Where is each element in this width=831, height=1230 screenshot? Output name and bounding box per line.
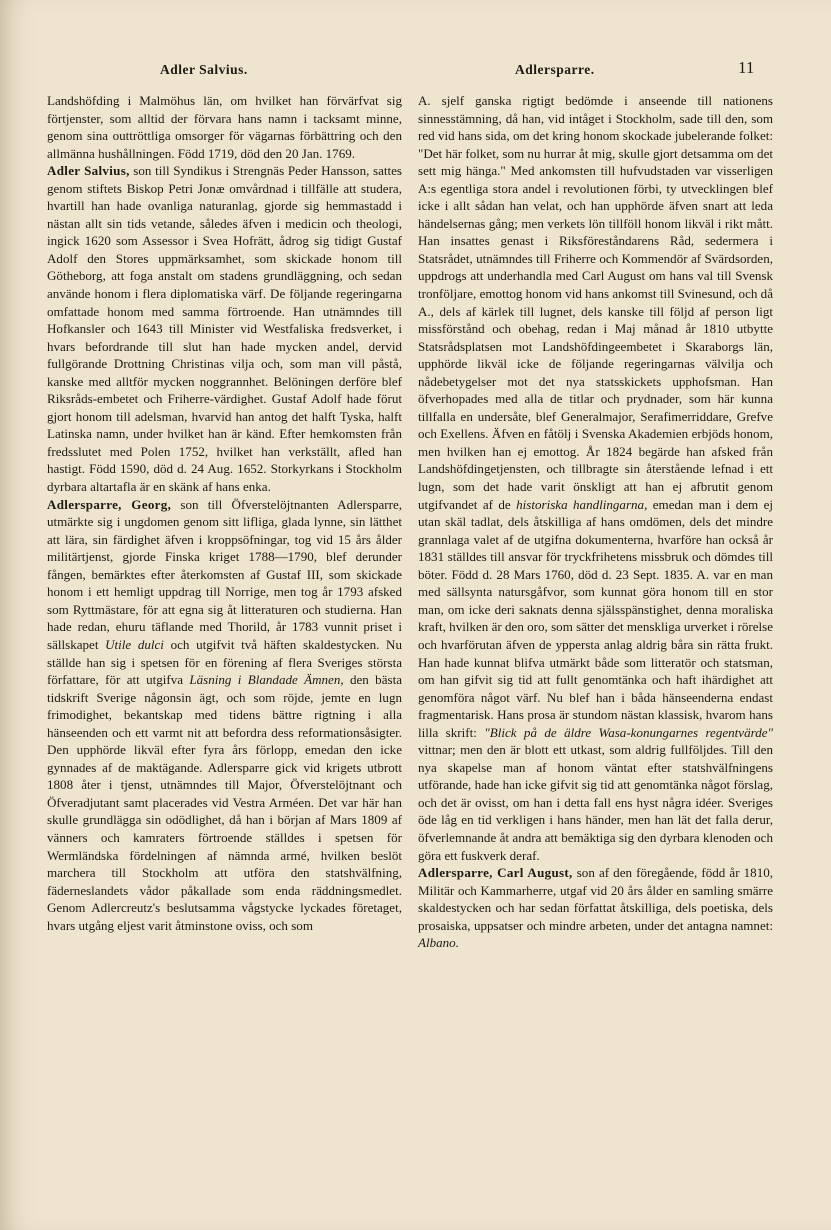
entry-italic-title: "Blick på de äldre Wasa-konungarnes regentvärde" [484,724,773,740]
entry-adler-salvius [47,162,402,495]
entry-italic-title: historiska handlingarna [516,496,645,512]
entry-continuation [47,92,402,162]
entry-text: , emedan man i dem ej utan skäl tadlat, dels åtskilliga af hans omdömen, dels det mindre grannlaga valet af de utgifna dokumenterna, hvarföre han också år 1831 ställdes till ansvar för tryckfrihetens missbruk och dömdes till böter. Född d. 28 Mars 1760, död d. 23 Sept. 1835. A. var en man med sällsynta natursgåfvor, som kunnat göra honom till en stor man, om icke deri saknats denna själsspänstighet, denna moraliska kraft, hvilken är den oro, som sätter det menskliga urverket i rörelse och hvarförutan äfven de yppersta anlag aldrig båra sin rätta frukt. Han hade kunnat blifva utmärkt både som litteratör och statsman, om han gifvit sig tid att fullt genomtänka och haft ihärdighet att genomföra något värf. Nu blef han i båda hänseenderna endast fragmentarisk. Hans prosa är stundom nästan klassisk, hvarom hans lilla skrift: [418,496,773,740]
left-column [47,92,402,934]
right-column [418,92,773,952]
running-header [0,58,831,86]
entry-headword: Adlersparre, Carl August, [418,865,573,881]
entry-continuation [418,92,773,864]
header-left-title: Adler Salvius. [160,62,248,77]
page-number: 11 [738,58,755,77]
entry-italic-title: Albano. [418,935,459,951]
entry-text: Landshöfding i Malmöhus län, om hvilket han förvärfvat sig förtjenster, som alltid der förvara hans namn i tacksamt minne, genom sina outtröttliga omsorger för vägarnas förbättring och den allmänna hushållningen. Född 1719, död den 20 Jan. 1769. [47,93,402,161]
entry-text: son till Syndikus i Strengnäs Peder Hansson, sattes genom stiftets Biskop Petri Jonæ omvårdnad i tillfälle att studera, hvartill han hade ovanliga naturanlag, gjorde sig hemmastadd i nästan allt sin tids vetande, således äfven i medicin och theologi, ingick 1620 som Assessor i Svea Hofrätt, ådrog sig tidigt Gustaf Adolf den Stores uppmärksamhet, som skickade honom till Götheborg, att foga anstalt om stadens grundläggning, och sedan använde honom i flera diplomatiska värf. De följande regeringarna omfattade honom med samma förtroende. Han utnämndes till Hofkansler och 1643 till Minister vid Westfaliska fredsverket, i hvars befordrande till slut han hade mycken andel, dervid fullgörande Drottning Christinas vilja och, som man vill påstå, kanske med alltför mycken noggrannhet. Belöningen derföre blef Riksråds-embetet och Friherre-värdighet. Gustaf Adolf hade förut gjort honom till adelsman, hvarvid han antog det halft Tyska, halft Latinska namn, under hvilket han är känd. Efter hemkomsten från fredsslutet med Polen 1752, hvilket han verkställt, afled han hastigt. Född 1590, död d. 24 Aug. 1652. Storkyrkans i Stockholm dyrbara altartafla är en skänk af hans enka. [47,163,403,495]
entry-text: son till Öfverstelöjtnanten Adlersparre, utmärkte sig i ungdomen genom sitt lifliga, glada lynne, sin lätthet att lära, sin färdighet äfven i kroppsöfningar, tog vid 15 års ålder militärtjenst, gjorde Finska kriget 1788—1790, blef derunder fången, bemärktes efter återkomsten af Gustaf III, som skickade honom i ett hemligt uppdrag till Norrige, men tog år 1793 afsked som Ryttmästare, för att egna sig åt litteraturen och studierna. Han hade redan, ehuru täflande med Thorild, år 1783 vunnit priset i sällskapet [47,496,402,652]
entry-italic-title: Utile dulci [105,636,164,652]
entry-adlersparre-carl-august [418,864,773,952]
entry-headword: Adler Salvius, [47,163,130,179]
header-right-title: Adlersparre. [515,62,595,77]
entry-text: och utgifvit två häften skaldestycken. Nu ställde han sig i spetsen för en förening af flera Sveriges största författare, för att utgifva [47,636,402,688]
entry-headword: Adlersparre, Georg, [47,496,172,512]
entry-text: son af den föregående, född år 1810, Militär och Kammarherre, utgaf vid 20 års ålder en samling smärre skaldestycken och har sedan författat åtskilliga, dels poetiska, dels prosaiska, uppsatser och mindre arbeten, under det antagna namnet: [418,865,774,933]
entry-text: vittnar; men den är blott ett utkast, som aldrig fullföljdes. Till den nya skapelse man af honom väntat efter statshvälfningens utförande, hade han icke gifvit sig tid att genomtänka något förslag, och det är ovisst, om han i detta fall ens hyst några idéer. Sveriges öde låg en tid verkligen i hans händer, men han lät det falla derur, öfverlemnande åt andra att bemäktiga sig den dyrbara klenoden och göra ett fuskverk deraf. [418,742,773,863]
entry-adlersparre-georg [47,496,402,935]
entry-text: A. sjelf ganska rigtigt bedömde i anseende till nationens sinnesstämning, då han, vid intåget i Stockholm, sade till den, som red vid hans sida, om det kring honom skockade jubelerande folket: "Det här folket, som nu hurrar åt mig, skulle gjort detsamma om det sett mig hänga." Med ankomsten till hufvudstaden var visserligen A:s egentliga stora andel i revolutionen förbi, ty utvecklingen blef icke i allt sådan han velat, och han upphörde äfven snart att leda händelsernas gång; men verkets lön tillföll honom likväl i rikt mått. Han insattes genast i Riksföreståndarens Råd, sedermera i Statsrådet, utnämndes till Friherre och Kommendör af Svärdsorden, uppdrogs att underhandla med Carl August om hans val till Svensk tronföljare, emottog honom vid hans ankomst till Svinesund, och då A., dels af kärlek till lugnet, dels kanske till följd af person ligt missförstånd och obehag, redan i Maj månad år 1810 utbytte Statsrådsplatsen mot Landshöfdingeembetet i Skaraborgs län, upphörde likväl icke de följande regeringarnas välvilja och nådebetygelser mot det nya statsskickets upphofsman. Han öfverhopades med alla de titlar och prydnader, som här kunna tillfalla en undersåte, blef Generalmajor, Serafimerriddare, Grefve och Exellens. Äfven en fåtölj i Svenska Akademien erbjöds honom, men hvilken han ej emottog. År 1824 begärde han afsked från Landshöfdingetjensten, och tillbragte sin återstående lefnad i ett lugn, som det hade varit önskligt att han ej afbrutit genom utgifvandet af de [418,93,773,512]
entry-text: , den bästa tidskrift Sverige någonsin ägt, och som röjde, jemte en lugn frimodighet, bekantskap med tidens bättre rigtning i alla hänseenden och ett varmt nit att befordra dess reformationsåsigter. Den upphörde likväl efter fyra års förlopp, emedan den icke gynnades af de maktägande. Adlersparre gick vid krigets utbrott 1808 åter i tjenst, utnämndes till Major, Öfverstelöjtnant och Öfveradjutant samt placerades vid Vestra Arméen. Det var här han skulle grundlägga sin odödlighet, då han i början af Mars 1809 af vänners och kamraters förtroende ställdes i spetsen för Wermländska fördelningen af nämnda armé, hvilken beslöt marchera till Stockholm att utföra den statshvälfning, fäderneslandets vådor påkallade som enda räddningsmedlet. Genom Adlercreutz's beslutsamma vågstycke lyckades företaget, hvars utgång eljest varit åtminstone oviss, och som [47,672,402,933]
entry-italic-title: Läsning i Blandade Ämnen [189,672,341,688]
